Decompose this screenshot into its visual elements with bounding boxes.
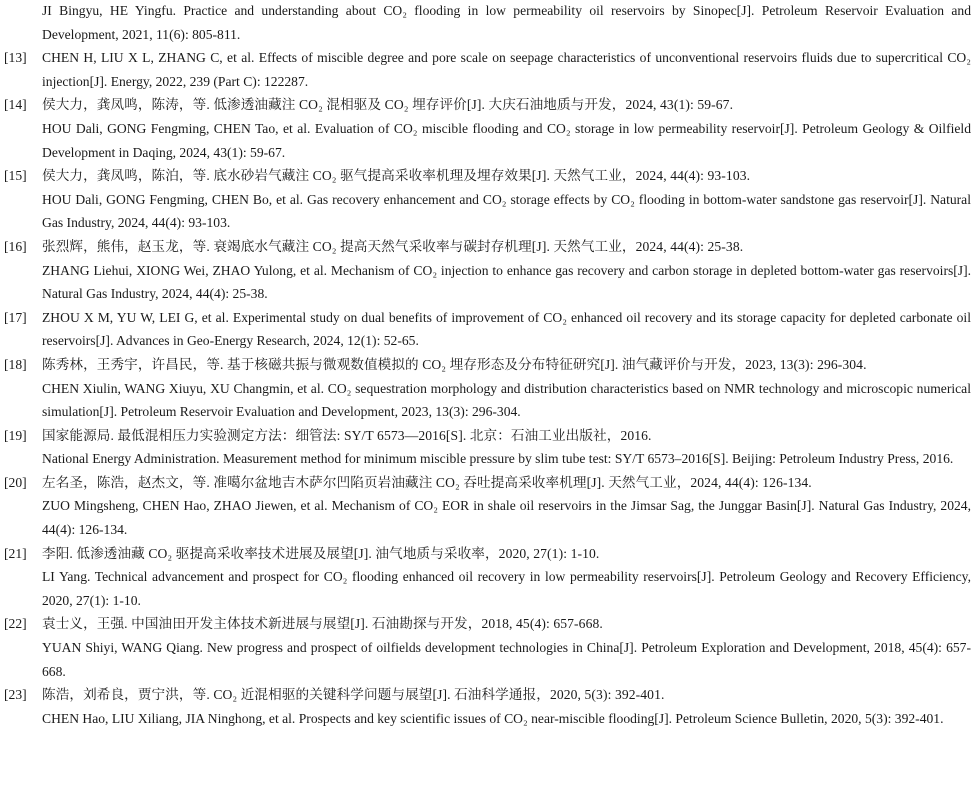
reference-text-chinese: 李阳. 低渗透油藏 CO₂ 驱提高采收率技术进展及展望[J]. 油气地质与采收率，2020, 27(1): 1-10. [42,545,600,561]
reference-entry [0,542,975,613]
reference-entry [0,353,975,424]
reference-text-chinese: 侯大力，龚凤鸣，陈泊，等. 底水砂岩气藏注 CO₂ 驱气提高采收率机理及埋存效果[J]. 天然气工业，2024, 44(4): 93-103. [42,168,751,184]
reference-entry [0,683,975,730]
reference-number: [19] [4,427,27,443]
reference-number: [20] [4,474,27,490]
reference-text-english: ZUO Mingsheng, CHEN Hao, ZHAO Jiewen, et al. Mechanism of CO₂ EOR in shale oil reservoirs in the Jimsar Sag, the Junggar Basin[J]. Natural Gas Industry, 2024, 44(4): 126-134. [42,498,971,538]
reference-number: [21] [4,545,27,561]
reference-text-chinese: 国家能源局. 最低混相压力实验测定方法：细管法: SY/T 6573—2016[S]. 北京：石油工业出版社，2016. [42,427,652,443]
reference-number: [16] [4,238,27,254]
reference-entry [0,471,975,542]
reference-entry [0,164,975,235]
reference-text-english: ZHOU X M, YU W, LEI G, et al. Experimental study on dual benefits of improvement of CO₂ enhanced oil recovery and its storage capacity for depleted carbonate oil reservoirs[J]. Advances in Geo-Energy Research, 2024, 12(1): 52-65. [42,309,971,349]
reference-number: [22] [4,616,27,632]
reference-text-chinese: 侯大力，龚凤鸣，陈涛，等. 低渗透油藏注 CO₂ 混相驱及 CO₂ 埋存评价[J]. 大庆石油地质与开发，2024, 43(1): 59-67. [42,97,734,113]
reference-entry [0,93,975,164]
reference-text-chinese: 袁士义，王强. 中国油田开发主体技术新进展与展望[J]. 石油勘探与开发，2018, 45(4): 657-668. [42,616,603,632]
reference-text-english: JI Bingyu, HE Yingfu. Practice and understanding about CO₂ flooding in low permeability oil reservoirs by Sinopec[J]. Petroleum Reservoir Evaluation and Development, 2021, 11(6): 805-811. [42,3,971,42]
reference-text-english: ZHANG Liehui, XIONG Wei, ZHAO Yulong, et al. Mechanism of CO₂ injection to enhance gas recovery and carbon storage in depleted bottom-water gas reservoirs[J]. Natural Gas Industry, 2024, 44(4): 25-38. [42,262,971,302]
reference-text-chinese: 陈秀林，王秀宇，许昌民，等. 基于核磁共振与微观数值模拟的 CO₂ 埋存形态及分布特征研究[J]. 油气藏评价与开发，2023, 13(3): 296-304. [42,356,867,372]
reference-text-english: CHEN Xiulin, WANG Xiuyu, XU Changmin, et al. CO₂ sequestration morphology and distribution characteristics based on NMR technology and microscopic numerical simulation[J]. Petroleum Reservoir Evaluation and Development, 2023, 13(3): 296-304. [42,380,971,420]
reference-text-chinese: 陈浩，刘希良，贾宁洪，等. CO₂ 近混相驱的关键科学问题与展望[J]. 石油科学通报，2020, 5(3): 392-401. [42,687,665,703]
reference-number: [14] [4,97,27,113]
reference-text-english: YUAN Shiyi, WANG Qiang. New progress and prospect of oilfields development technologies in China[J]. Petroleum Exploration and Development, 2018, 45(4): 657-668. [42,640,971,679]
reference-text-chinese: 左名圣，陈浩，赵杰文，等. 准噶尔盆地吉木萨尔凹陷页岩油藏注 CO₂ 吞吐提高采收率机理[J]. 天然气工业，2024, 44(4): 126-134. [42,474,812,490]
reference-entry [0,46,975,93]
reference-text-english: CHEN H, LIU X L, ZHANG C, et al. Effects of miscible degree and pore scale on seepage characteristics of unconventional reservoirs fluids due to supercritical CO₂ injection[J]. Energy, 2022, 239 (Part C): 122287. [42,50,971,89]
reference-number: [23] [4,687,27,703]
reference-text-english: National Energy Administration. Measurement method for minimum miscible pressure by slim tube test: SY/T 6573–2016[S]. Beijing: Petroleum Industry Press, 2016. [42,451,954,467]
reference-text-english: HOU Dali, GONG Fengming, CHEN Tao, et al. Evaluation of CO₂ miscible flooding and CO₂ storage in low permeability reservoir[J]. Petroleum Geology & Oilfield Development in Daqing, 2024, 43(1): 59-67. [42,120,971,160]
reference-number: [13] [4,50,27,66]
reference-number: [17] [4,309,27,325]
reference-entry [0,0,975,46]
reference-entry [0,424,975,471]
reference-number: [18] [4,356,27,372]
reference-text-chinese: 张烈辉，熊伟，赵玉龙，等. 衰竭底水气藏注 CO₂ 提高天然气采收率与碳封存机理[J]. 天然气工业，2024, 44(4): 25-38. [42,238,744,254]
reference-entry [0,306,975,353]
reference-text-english: CHEN Hao, LIU Xiliang, JIA Ninghong, et al. Prospects and key scientific issues of CO₂ near-miscible flooding[J]. Petroleum Science Bulletin, 2020, 5(3): 392-401. [42,710,944,726]
reference-entry [0,612,975,683]
reference-text-english: LI Yang. Technical advancement and prospect for CO₂ flooding enhanced oil recovery in low permeability reservoirs[J]. Petroleum Geology and Recovery Efficiency, 2020, 27(1): 1-10. [42,569,971,608]
reference-text-english: HOU Dali, GONG Fengming, CHEN Bo, et al. Gas recovery enhancement and CO₂ storage effects by CO₂ flooding in bottom-water sandstone gas reservoir[J]. Natural Gas Industry, 2024, 44(4): 93-103. [42,191,971,231]
reference-number: [15] [4,168,27,184]
reference-entry [0,235,975,306]
